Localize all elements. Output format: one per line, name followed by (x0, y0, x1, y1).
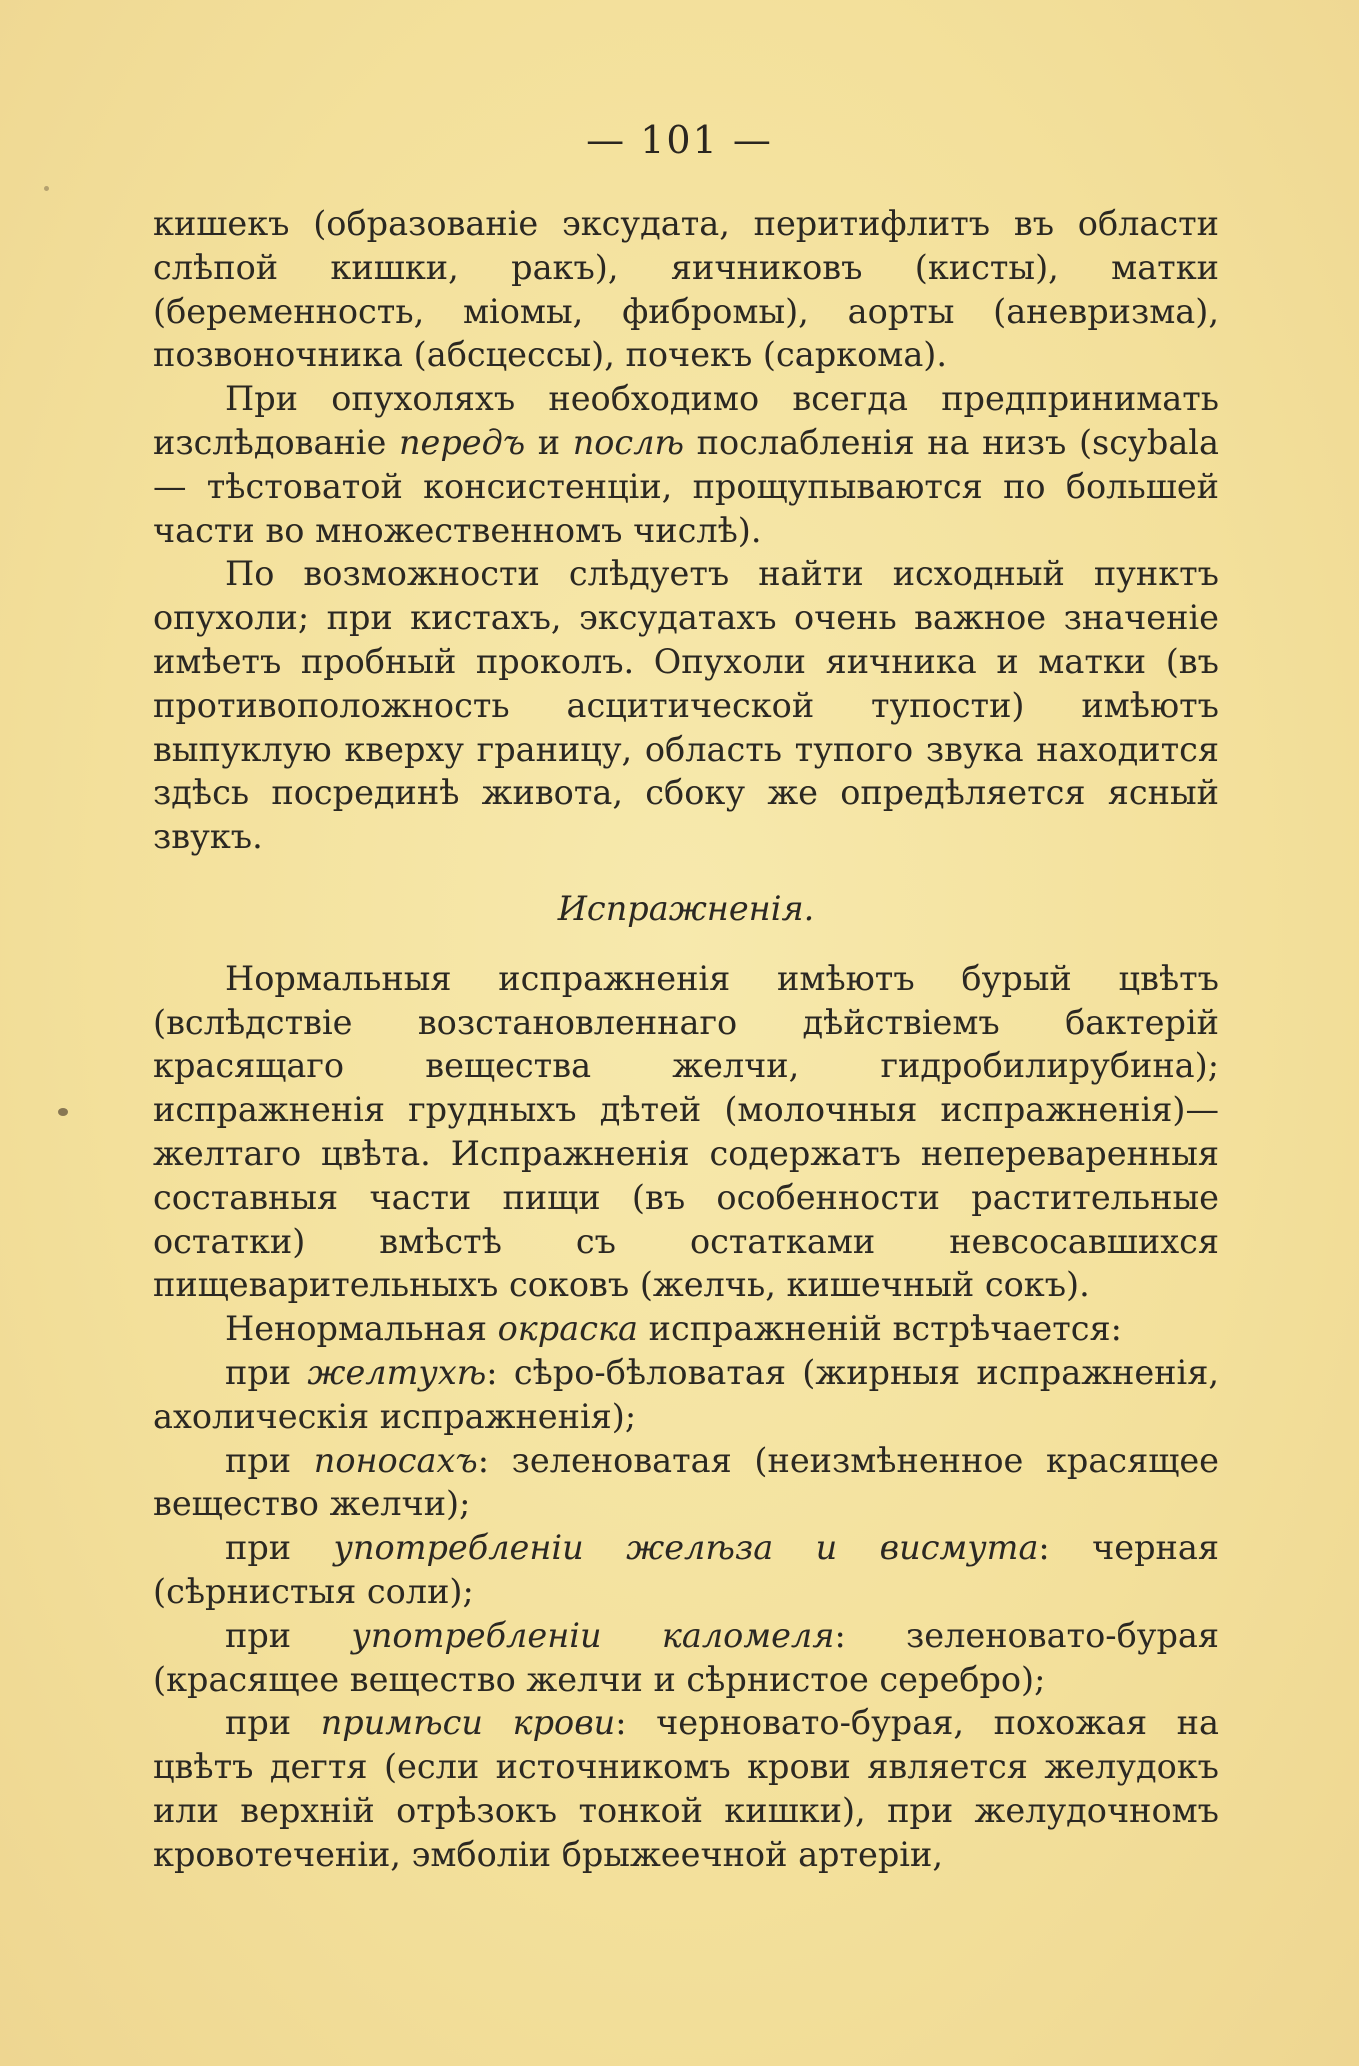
paragraph: По возможности слѣдуетъ найти исходный пунктъ опухоли; при кистахъ, эксудатахъ очень важное значеніе имѣетъ пробный проколъ. Опухоли яичника и матки (въ противоположность асцитической тупости) имѣютъ выпуклую кверху границу, область тупого звука находится здѣсь посрединѣ живота, сбоку же опредѣляется ясный звукъ. (153, 554, 1219, 857)
ink-smudge (44, 186, 49, 191)
paragraph: при поносахъ: зеленоватая (неизмѣненное красящее вещество желчи); (153, 1440, 1219, 1524)
page-body (153, 202, 1219, 1876)
ink-smudge (58, 1108, 68, 1116)
paragraph: При опухоляхъ необходимо всегда предпринимать изслѣдованіе передъ и послѣ послабленія на низъ (scybala — тѣстоватой консистенціи, прощупываются по большей части во множественномъ числѣ). (153, 379, 1219, 550)
paragraph: Нормальныя испражненія имѣютъ бурый цвѣтъ (вслѣдствіе возстановленнаго дѣйствіемъ бактерій красящаго вещества желчи, гидробилирубина); испражненія грудныхъ дѣтей (молочныя испражненія)—желтаго цвѣта. Испражненія содержатъ непереваренныя составныя части пищи (въ особенности растительные остатки) вмѣстѣ съ остатками невсосавшихся пищеварительныхъ соковъ (желчь, кишечный сокъ). (153, 958, 1219, 1305)
paragraph: при примѣси крови: черновато-бурая, похожая на цвѣтъ дегтя (если источникомъ крови является желудокъ или верхній отрѣзокъ тонкой кишки), при желудочномъ кровотеченіи, эмболіи брыжеечной артеріи, (153, 1703, 1219, 1874)
paragraph: при желтухѣ: сѣро-бѣловатая (жирныя испражненія, ахолическія испражненія); (153, 1352, 1220, 1436)
paragraph: при употребленіи желѣза и висмута: черная (сѣрнистыя соли); (153, 1528, 1219, 1611)
paragraph: кишекъ (образованіе эксудата, перитифлитъ въ области слѣпой кишки, ракъ), яичниковъ (кисты), матки (беременность, міомы, фибромы), аорты (аневризма), позвоночника (абсцессы), почекъ (саркома). (153, 204, 1219, 375)
paragraph: при употребленіи каломеля: зеленовато-бурая (красящее вещество желчи и сѣрнистое серебро); (153, 1615, 1219, 1699)
section-heading: Испражненія. (557, 888, 815, 928)
page-number: — 101 — (586, 118, 773, 162)
paragraph: Ненормальная окраска испражненій встрѣчается: (225, 1309, 1122, 1349)
